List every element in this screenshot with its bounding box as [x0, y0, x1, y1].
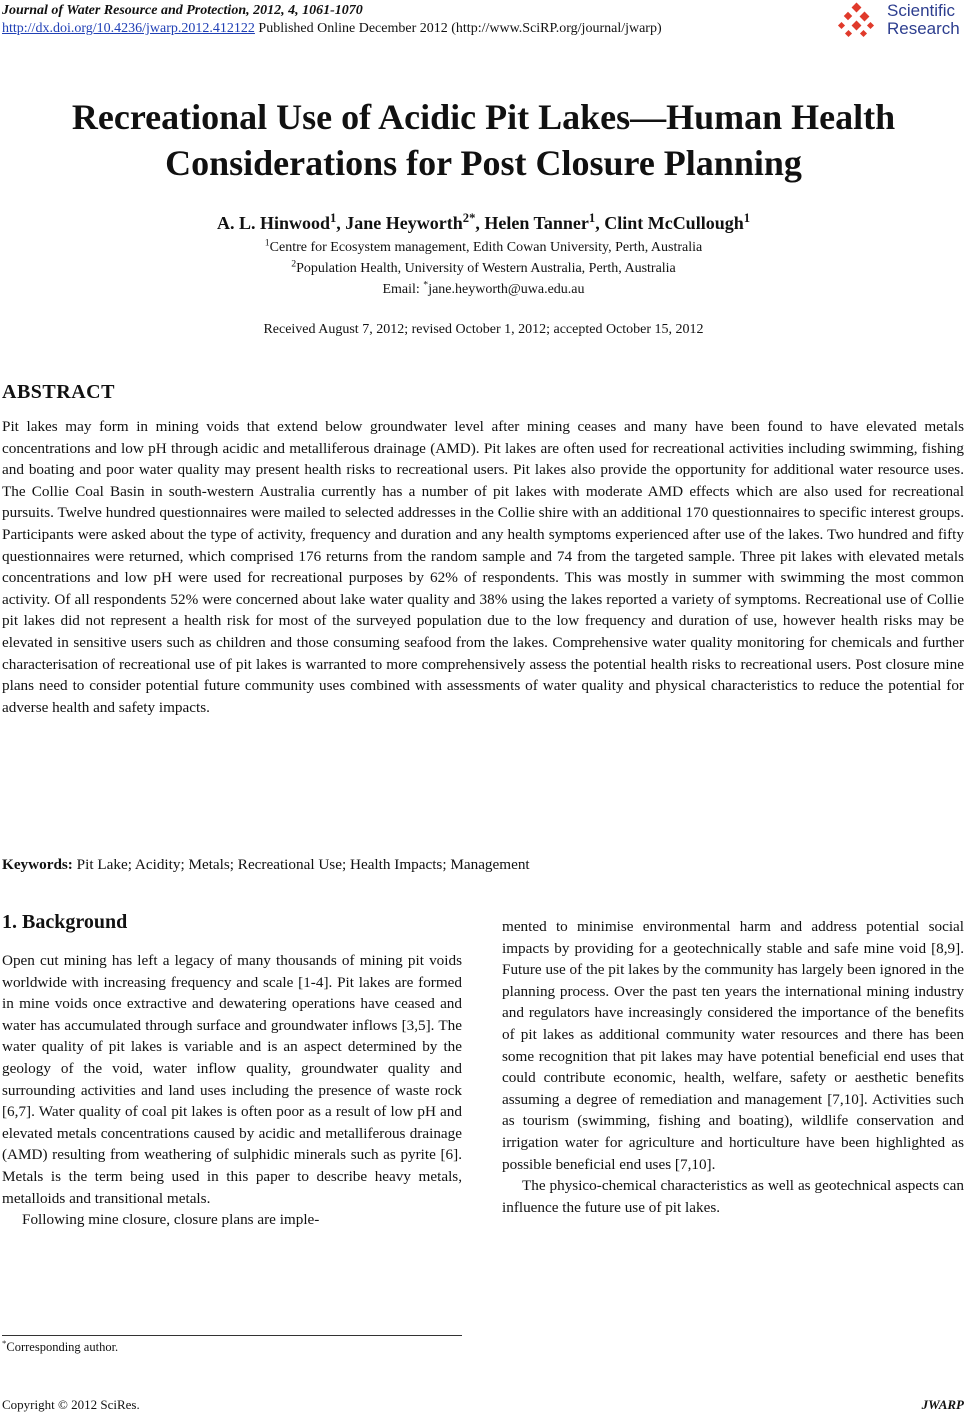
- affiliation-1-text: Centre for Ecosystem management, Edith Cowan University, Perth, Australia: [269, 240, 703, 255]
- footnote-sup: *: [2, 1337, 7, 1348]
- logo-text: [887, 2, 960, 38]
- footnote: [2, 1337, 119, 1355]
- title-line-2: Considerations for Post Closure Planning: [165, 143, 802, 183]
- keywords-text: Pit Lake; Acidity; Metals; Recreational Use; Health Impacts; Management: [72, 856, 530, 873]
- left-paragraph-1: Open cut mining has left a legacy of many thousands of mining pit voids worldwide with increasing frequency and scale [1-4]. Pit lakes are formed in mine voids once extractive and dewatering operations have ceased and water has accumulated through surface and groundwater inflows [3,5]. The water quality of pit lakes is variable and is an aspect determined by the geology of the void, water inflow quality, groundwater quality and surrounding activities and land uses including the presence of waste rock [6,7]. Water quality of coal pit lakes is often poor as a result of low pH and elevated metals concentrations caused by acidic and metalliferous drainage (AMD) resulting from weathering of sulphidic minerals such as pyrite [6]. Metals is the term being used in this paper to describe heavy metals, metalloids and transitional metals.: [2, 952, 462, 1207]
- copyright-footer: Copyright © 2012 SciRes.: [2, 1397, 140, 1412]
- author-3: , Helen Tanner: [475, 213, 589, 233]
- left-paragraph-2: Following mine closure, closure plans are imple-: [22, 1211, 320, 1229]
- right-column: [502, 916, 964, 1218]
- affiliation-1: [0, 237, 967, 256]
- keywords-label: Keywords:: [2, 856, 73, 873]
- logo-line1: Scientific: [887, 1, 956, 20]
- journal-abbreviation: JWARP: [921, 1397, 964, 1412]
- author-2-affil: 2*: [462, 211, 476, 225]
- author-3-affil: 1: [588, 211, 596, 225]
- author-4: , Clint McCullough: [595, 213, 744, 233]
- abstract-heading: ABSTRACT: [2, 381, 115, 403]
- journal-header: [2, 3, 363, 19]
- received-dates: Received August 7, 2012; revised October 1, 2012; accepted October 15, 2012: [263, 322, 704, 337]
- keywords: [2, 856, 530, 874]
- journal-citation: , 2012, 4, 1061-1070: [246, 3, 363, 18]
- title-line-1: Recreational Use of Acidic Pit Lakes—Human Health: [71, 97, 896, 137]
- abstract-text: Pit lakes may form in mining voids that extend below groundwater level after mining ceases and many have been found to have elevated metals concentrations and low pH through acidic and metalliferous drainage (AMD). Pit lakes are often used for recreational activities including swimming, fishing and boating and poor water quality may present health risks to recreational users. Pit lakes also provide the opportunity for additional water resource uses. The Collie Coal Basin in south-western Australia currently has a number of pit lakes with moderate AMD effects which are also used for recreational pursuits. Twelve hundred questionnaires were mailed to selected addresses in the Collie shire with an additional 170 questionnaires to specific interest groups. Participants were asked about the type of activity, frequency and duration and any health symptoms experienced after use of the lakes. Two hundred and fifty questionnaires were returned, which comprised 176 returns from the random sample and 74 from the targeted sample. Three pit lakes with elevated metals concentrations and low pH were used for recreational purposes by 62% of respondents. This was mostly in summer with swimming the most common activity. Of all respondents 52% were concerned about lake water quality and 38% using the lakes reported a variety of symptoms. Recreational use of Collie pit lakes did not represent a health risk for most of the surveyed population due to the low frequency and duration of use, however health risks may be elevated in sensitive users such as children and those consuming seafood from the lakes. Comprehensive water quality monitoring for chemicals and further characterisation of recreational use of pit lakes is warranted to more comprehensively assess the potential health risks to recreational users. Post closure mine plans need to consider potential future community uses combined with assessments of water quality and physical characteristics to reduce the potential for adverse health and safety impacts.: [2, 418, 964, 716]
- section-heading-background: 1. Background: [2, 911, 128, 933]
- paper-title: [0, 94, 967, 186]
- logo-line2: Research: [887, 19, 960, 38]
- author-list: [0, 213, 967, 234]
- scientific-research-logo: [837, 2, 965, 42]
- author-1-affil: 1: [330, 211, 337, 225]
- email-label: Email:: [382, 282, 424, 297]
- published-text: Published Online December 2012 (http://www.SciRP.org/journal/jwarp): [254, 21, 662, 36]
- left-column: [2, 950, 462, 1231]
- email-line: [0, 279, 967, 298]
- right-paragraph-2: The physico-chemical characteristics as well as geotechnical aspects can influence the future use of pit lakes.: [502, 1177, 964, 1216]
- footnote-text: Corresponding author.: [6, 1340, 119, 1354]
- footnote-divider: [2, 1335, 462, 1336]
- journal-name: Journal of Water Resource and Protection: [2, 3, 247, 18]
- affiliation-2-text: Population Health, University of Western Australia, Perth, Australia: [296, 261, 676, 276]
- author-1: A. L. Hinwood: [216, 213, 330, 233]
- affiliation-2: [0, 258, 967, 277]
- doi-link[interactable]: http://dx.doi.org/10.4236/jwarp.2012.412122: [2, 21, 255, 36]
- author-4-affil: 1: [743, 211, 751, 225]
- email-sup: *: [423, 279, 429, 291]
- logo-dots-icon: [837, 2, 881, 42]
- affiliation-2-sup: 2: [291, 258, 297, 270]
- affiliation-1-sup: 1: [264, 237, 270, 249]
- author-2: , Jane Heyworth: [336, 213, 463, 233]
- email-address[interactable]: jane.heyworth@uwa.edu.au: [428, 282, 585, 297]
- publication-info: [2, 21, 662, 37]
- right-paragraph-1: mented to minimise environmental harm and address potential social impacts by providing for a geotechnically stable and safe mine void [8,9]. Future use of the pit lakes by the community has largely been ignored in the planning process. Over the past ten years the international mining industry and regulators have increasingly considered the importance of the benefits of pit lakes as additional community water resources and there has been some recognition that pit lakes may have potential beneficial end uses that could contribute economic, health, welfare, safety or aesthetic benefits assuming a degree of remediation and management [7,10]. Activities such as tourism (swimming, fishing and boating), wildlife conservation and irrigation water for agriculture and horticulture have been highlighted as possible beneficial end uses [7,10].: [502, 918, 964, 1173]
